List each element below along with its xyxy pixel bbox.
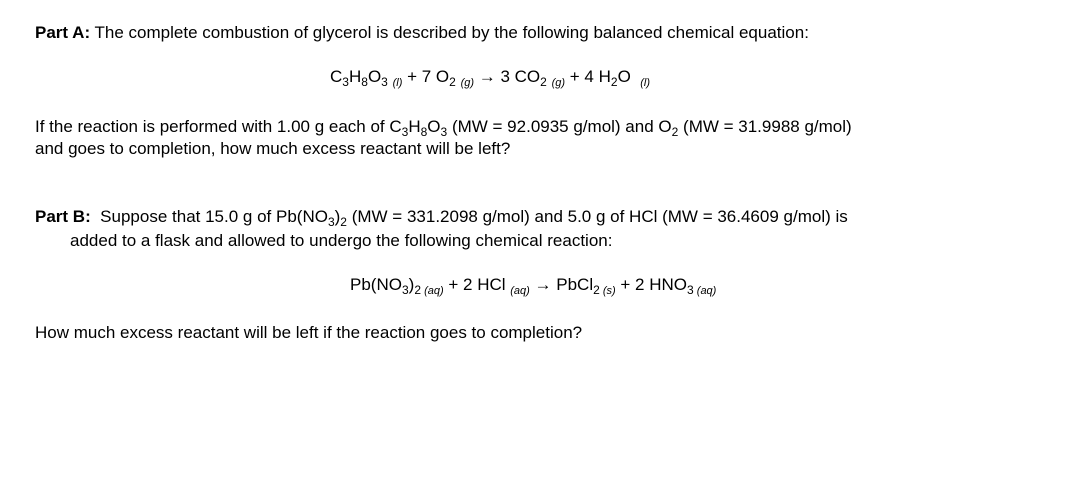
part-a-label: Part A:: [35, 23, 91, 42]
eq-a-sub: 2: [540, 75, 547, 89]
eq-b-text: ): [408, 275, 415, 294]
q-a-text: H: [408, 117, 421, 136]
eq-b-text: → PbCl: [529, 275, 594, 294]
eq-a-sub: 8: [361, 75, 368, 89]
part-a-equation: [330, 66, 650, 88]
eq-a-state: (l): [640, 77, 651, 89]
eq-b-text: + 2 HNO: [615, 275, 688, 294]
eq-b-state: (aq): [693, 285, 717, 297]
eq-a-sub: 3: [342, 75, 349, 89]
eq-a-text: C: [330, 67, 343, 86]
q-a-sub: 8: [420, 125, 428, 139]
part-b-text: (MW = 331.2098 g/mol) and 5.0 g of HCl (MW = 36.4609 g/mol) is: [346, 207, 848, 226]
part-a-intro: [35, 22, 809, 44]
eq-a-state: (l): [392, 77, 403, 89]
q-a-sub: 3: [440, 125, 448, 139]
eq-b-state: (aq): [421, 285, 444, 297]
part-b-question: How much excess reactant will be left if the reaction goes to completion?: [35, 323, 583, 342]
q-a-text: O: [427, 117, 441, 136]
q-a-text: (MW = 31.9988 g/mol): [678, 117, 852, 136]
part-a-question-line2: and goes to completion, how much excess reactant will be left?: [35, 139, 511, 158]
part-b-sub: 2: [340, 215, 347, 229]
q-a-sub: 2: [671, 125, 679, 139]
eq-b-sub: 2: [414, 283, 422, 297]
eq-a-text: H: [348, 67, 362, 86]
eq-a-text: → 3 CO: [474, 67, 541, 86]
eq-a-sub: 2: [449, 75, 456, 89]
eq-b-sub: 3: [687, 283, 694, 297]
eq-b-state: (s): [599, 285, 616, 297]
eq-a-text: + 7 O: [402, 67, 450, 86]
eq-b-sub: 3: [401, 283, 409, 297]
part-a-intro-text: The complete combustion of glycerol is described by the following balanced chemical equation:: [90, 23, 809, 42]
part-b-text: Suppose that 15.0 g of Pb(NO: [90, 207, 328, 226]
eq-a-state: (g): [551, 77, 566, 89]
part-b-sub: 3: [327, 215, 335, 229]
eq-b-sub: 2: [593, 283, 600, 297]
eq-a-text: O: [367, 67, 382, 86]
eq-b-text: Pb(NO: [350, 275, 402, 294]
part-b-intro-line2: added to a flask and allowed to undergo the following chemical reaction:: [70, 231, 613, 250]
q-a-text: If the reaction is performed with 1.00 g each of C: [35, 117, 402, 136]
eq-a-text: + 4 H: [565, 67, 611, 86]
part-b-equation: [350, 274, 716, 296]
eq-b-state: (aq): [510, 285, 530, 297]
eq-a-sub: 3: [381, 75, 388, 89]
q-a-text: (MW = 92.0935 g/mol) and O: [447, 117, 672, 136]
part-b-text: ): [334, 207, 341, 226]
part-a-question-line1: [35, 116, 852, 138]
eq-a-state: (g): [460, 77, 475, 89]
eq-b-text: + 2 HCl: [443, 275, 511, 294]
eq-a-sub: 2: [610, 75, 618, 89]
q-a-sub: 3: [401, 125, 409, 139]
part-b-intro-line1: [35, 206, 848, 228]
part-b-label: Part B:: [35, 207, 91, 226]
eq-a-text: O: [617, 67, 636, 86]
